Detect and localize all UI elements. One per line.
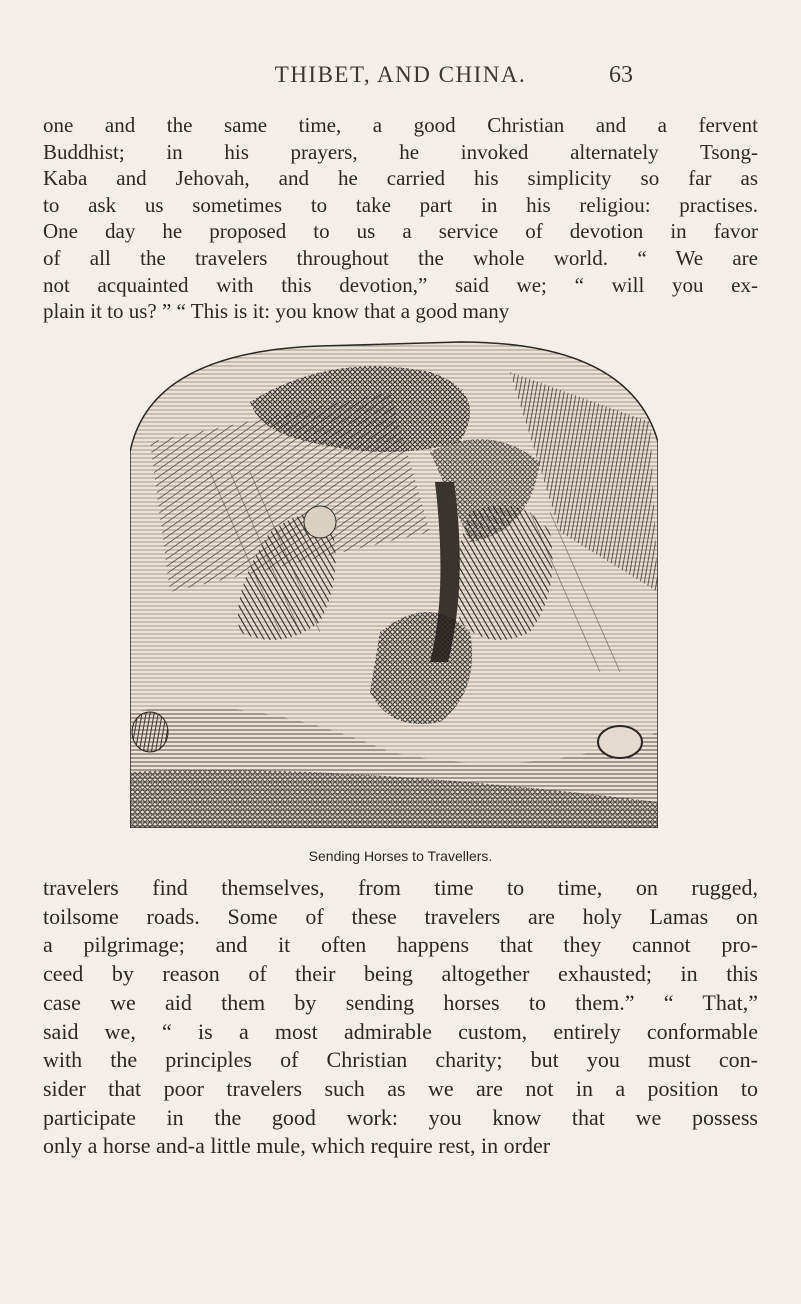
text-line: toilsome roads. Some of these travelers are holy Lamas on: [43, 903, 758, 929]
running-head: THIBET, AND CHINA.: [274, 62, 527, 87]
paragraph-bottom: [43, 874, 758, 1161]
text-line: to ask us sometimes to take part in his religiou: practises.: [43, 192, 758, 217]
text-line: plain it to us? ” “ This is it: you know that a good many: [43, 299, 510, 324]
text-line: not acquainted with this devotion,” said we; “ will you ex-: [43, 272, 758, 297]
text-line: case we aid them by sending horses to them.” “ That,”: [43, 989, 758, 1015]
text-line: Kaba and Jehovah, and he carried his simplicity so far as: [43, 166, 758, 191]
text-line: Buddhist; in his prayers, he invoked alternately Tsong-: [43, 139, 758, 164]
text-line: One day he proposed to us a service of devotion in favor: [43, 219, 758, 244]
page-number: 63: [609, 62, 633, 88]
text-line: one and the same time, a good Christian and a fervent: [43, 113, 758, 137]
text-line: only a horse and-a little mule, which require rest, in order: [43, 1133, 551, 1159]
text-line: said we, “ is a most admirable custom, entirely conformable: [43, 1018, 758, 1044]
text-line: sider that poor travelers such as we are not in a position to: [43, 1075, 758, 1101]
text-line: with the principles of Christian charity; but you must con-: [43, 1047, 758, 1073]
text-line: of all the travelers throughout the whole world. “ We are: [43, 245, 758, 270]
illustration-caption: Sending Horses to Travellers.: [308, 848, 493, 864]
text-line: ceed by reason of their being altogether exhausted; in this: [43, 961, 758, 987]
engraving-scene: [130, 332, 658, 828]
text-line: participate in the good work: you know that we possess: [43, 1104, 758, 1130]
paragraph-top: [43, 112, 758, 325]
text-line: travelers find themselves, from time to time, on rugged,: [43, 875, 758, 900]
page-header: [0, 62, 801, 92]
text-line: a pilgrimage; and it often happens that they cannot pro-: [43, 932, 758, 958]
engraving-illustration: [130, 332, 658, 828]
